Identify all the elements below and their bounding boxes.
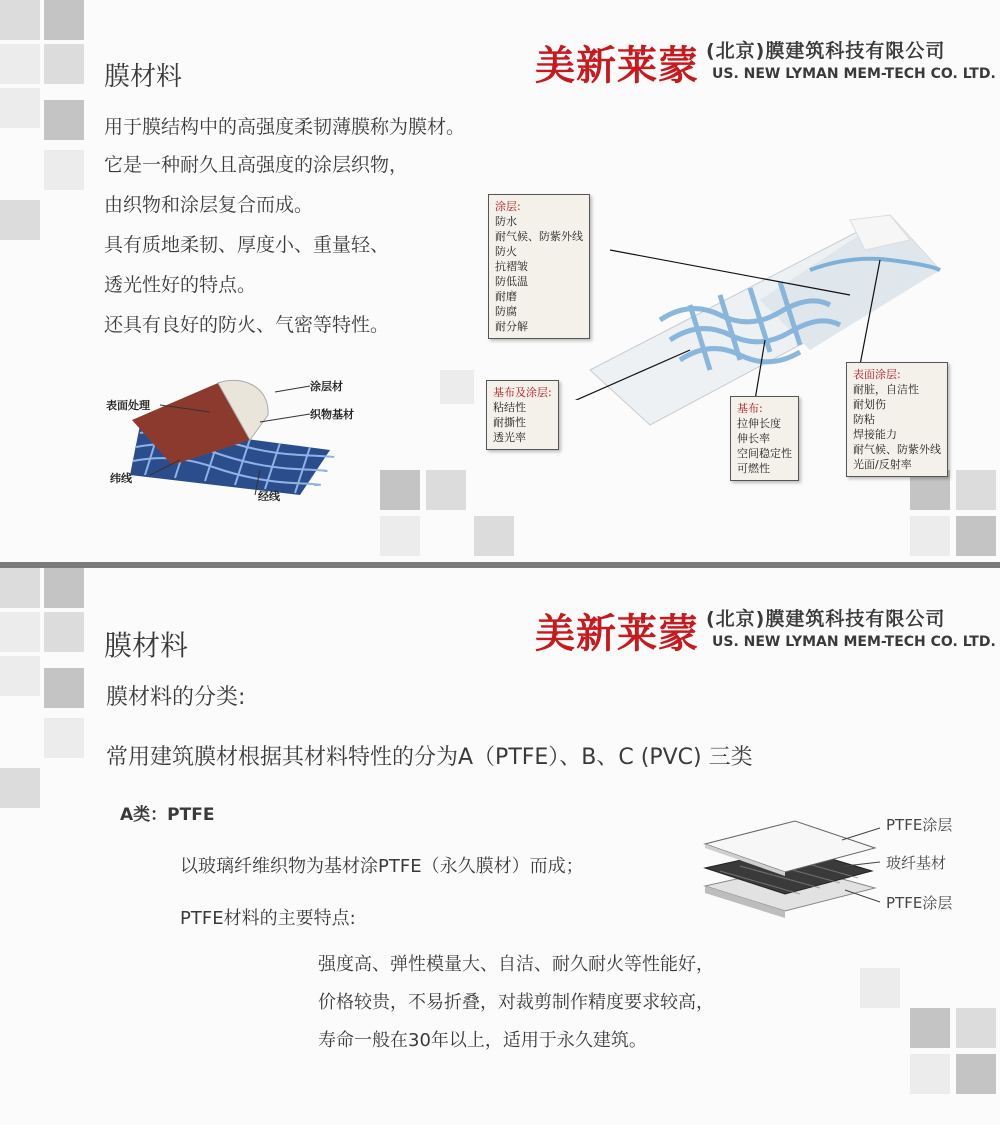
deco-square	[910, 1054, 950, 1094]
deco-square	[44, 150, 84, 190]
label-warp: 经线	[258, 490, 280, 503]
deco-square	[474, 516, 514, 556]
callout-arrows	[560, 200, 860, 400]
base-box-heading: 基布:	[737, 402, 763, 415]
label-leader-lines	[150, 370, 320, 500]
deco-square	[0, 44, 40, 84]
company-logo-cn: 美新莱蒙	[535, 610, 699, 657]
ptfe-label-glass-fiber: 玻纤基材	[886, 854, 947, 872]
deco-square	[0, 768, 40, 808]
class-a-description: 以玻璃纤维织物为基材涂PTFE（永久膜材）而成；	[180, 856, 584, 877]
callout-arrow-right	[840, 250, 900, 370]
deco-square	[0, 656, 40, 696]
surface-item: 焊接能力	[853, 428, 897, 441]
deco-square	[956, 516, 996, 556]
deco-square	[44, 612, 84, 652]
company-name-cn: (北京)膜建筑科技有限公司	[706, 40, 946, 62]
slide-title: 膜材料	[104, 629, 189, 662]
features-heading: PTFE材料的主要特点:	[180, 908, 356, 929]
deco-square	[0, 0, 40, 40]
surface-item: 耐气候、防紫外线	[853, 443, 941, 456]
deco-square	[910, 516, 950, 556]
deco-square	[0, 200, 40, 240]
text-line: 具有质地柔韧、厚度小、重量轻、	[104, 234, 390, 256]
deco-square	[0, 568, 40, 608]
deco-square	[956, 1054, 996, 1094]
feature-line: 价格较贵，不易折叠，对裁剪制作精度要求较高，	[318, 992, 714, 1013]
surface-box-heading: 表面涂层:	[853, 368, 901, 381]
company-logo-cn: 美新莱蒙	[535, 42, 699, 89]
text-line: 透光性好的特点。	[104, 274, 257, 296]
deco-square	[440, 370, 474, 404]
coating-box-heading: 涂层:	[495, 200, 521, 213]
label-coating: 涂层材	[310, 380, 343, 393]
deco-square	[44, 718, 84, 758]
slide-title: 膜材料	[104, 62, 183, 92]
deco-square	[956, 1008, 996, 1048]
coating-item: 耐磨	[495, 290, 517, 303]
class-a-label: A类：PTFE	[120, 805, 215, 825]
feature-line: 强度高、弹性模量大、自洁、耐久耐火等性能好，	[318, 954, 714, 975]
coating-item: 耐气候、防紫外线	[495, 230, 583, 243]
base-item: 可燃性	[737, 462, 770, 475]
deco-square	[44, 100, 84, 140]
deco-square	[44, 0, 84, 40]
surface-item: 光面/反射率	[853, 458, 912, 471]
classification-statement: 常用建筑膜材根据其材料特性的分为A（PTFE）、B、C (PVC) 三类	[106, 745, 753, 770]
base-coating-item: 透光率	[493, 431, 526, 444]
ptfe-label-bottom-coating: PTFE涂层	[886, 894, 953, 912]
feature-line: 寿命一般在30年以上，适用于永久建筑。	[318, 1030, 647, 1051]
coating-item: 防火	[495, 245, 517, 258]
coating-item: 防水	[495, 215, 517, 228]
coating-properties-box	[488, 194, 590, 339]
base-coating-item: 耐撕性	[493, 416, 526, 429]
surface-item: 防粘	[853, 413, 875, 426]
deco-square	[44, 568, 84, 608]
deco-square	[0, 612, 40, 652]
surface-coating-properties-box	[846, 362, 948, 477]
text-line: 由织物和涂层复合而成。	[104, 194, 314, 216]
text-line: 还具有良好的防火、气密等特性。	[104, 314, 390, 336]
deco-square	[910, 1008, 950, 1048]
deco-square	[860, 968, 900, 1008]
surface-item: 耐划伤	[853, 398, 886, 411]
deco-square	[426, 470, 466, 510]
coating-item: 防腐	[495, 305, 517, 318]
coating-item: 防低温	[495, 275, 528, 288]
base-item: 空间稳定性	[737, 447, 792, 460]
deco-square	[44, 668, 84, 708]
ptfe-label-top-coating: PTFE涂层	[886, 816, 953, 834]
slide-2	[0, 568, 1000, 1125]
deco-square	[956, 470, 996, 510]
slide-1	[0, 0, 1000, 562]
text-line: 它是一种耐久且高强度的涂层织物，	[104, 154, 409, 176]
base-coating-item: 粘结性	[493, 401, 526, 414]
company-name-cn: (北京)膜建筑科技有限公司	[706, 608, 946, 630]
base-item: 伸长率	[737, 432, 770, 445]
base-item: 拉伸长度	[737, 417, 781, 430]
text-line: 用于膜结构中的高强度柔韧薄膜称为膜材。	[104, 116, 466, 138]
label-weft: 纬线	[110, 472, 132, 485]
deco-square	[44, 44, 84, 84]
coating-item: 抗褶皱	[495, 260, 528, 273]
company-name-en: US. NEW LYMAN MEM-TECH CO. LTD.	[712, 634, 996, 650]
company-name-en: US. NEW LYMAN MEM-TECH CO. LTD.	[712, 66, 996, 82]
coating-item: 耐分解	[495, 320, 528, 333]
deco-square	[0, 88, 40, 128]
label-surface-treatment: 表面处理	[106, 399, 150, 412]
base-fabric-properties-box	[730, 396, 799, 481]
surface-item: 耐脏，自洁性	[853, 383, 919, 396]
base-coating-box-heading: 基布及涂层:	[493, 386, 552, 399]
base-coating-properties-box	[486, 380, 559, 450]
label-fabric-base: 织物基材	[310, 408, 354, 421]
ptfe-leader-lines	[840, 818, 890, 908]
subtitle: 膜材料的分类:	[106, 685, 246, 710]
deco-square	[380, 516, 420, 556]
